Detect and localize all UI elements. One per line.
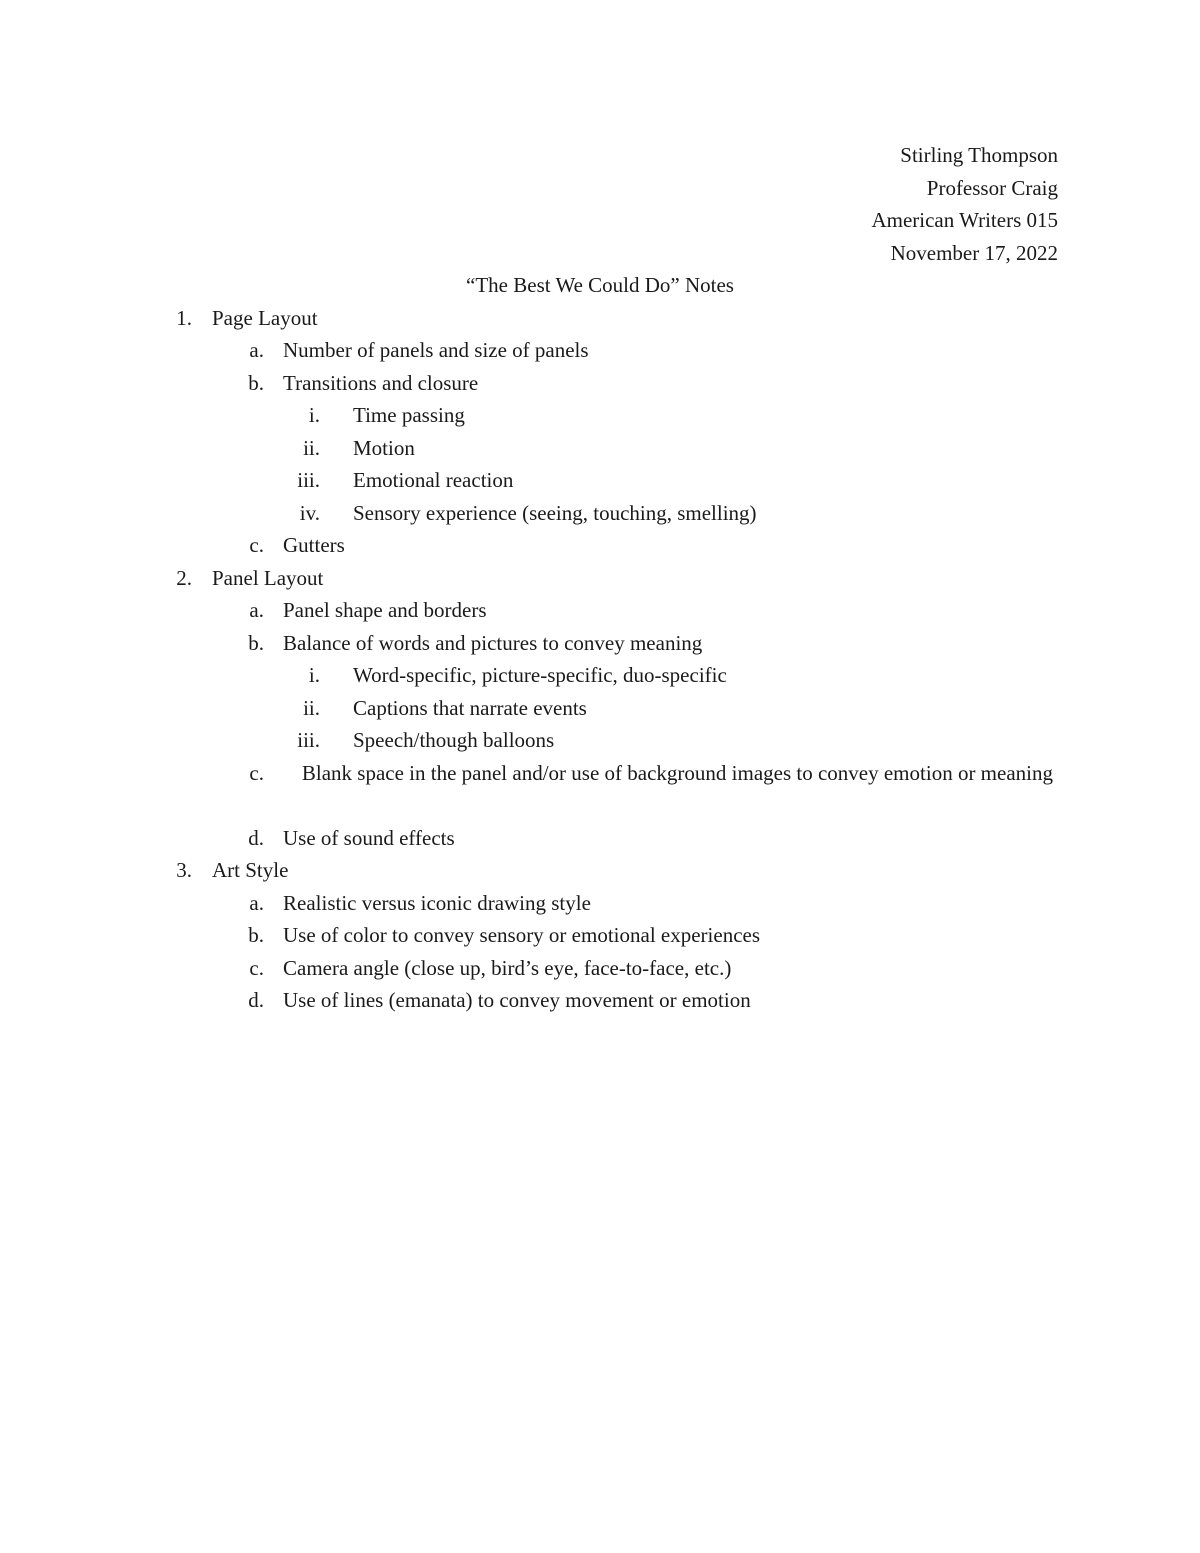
outline-marker: a. (249, 891, 264, 915)
outline-marker: a. (249, 338, 264, 362)
document-date: November 17, 2022 (890, 241, 1058, 265)
outline-text: Use of sound effects (283, 826, 455, 850)
outline-marker: b. (248, 631, 264, 655)
outline-text: Transitions and closure (283, 371, 479, 395)
outline-text: Panel shape and borders (283, 598, 487, 622)
outline-marker: b. (248, 923, 264, 947)
outline-marker: iv. (299, 501, 320, 525)
outline-text: Emotional reaction (353, 468, 514, 492)
outline-text: Camera angle (close up, bird’s eye, face-to-face, etc.) (283, 956, 732, 980)
outline-marker: 2. (176, 566, 192, 590)
outline-text: Word-specific, picture-specific, duo-specific (353, 663, 727, 687)
outline-text: Page Layout (212, 306, 318, 330)
outline-text: Use of lines (emanata) to convey movement or emotion (283, 988, 751, 1012)
outline-marker: ii. (303, 696, 320, 720)
outline-marker: 3. (176, 858, 192, 882)
outline-marker: c. (249, 956, 264, 980)
outline-text: Number of panels and size of panels (283, 338, 589, 362)
student-name: Stirling Thompson (900, 143, 1058, 167)
outline-marker: d. (248, 826, 264, 850)
outline-text: Captions that narrate events (353, 696, 587, 720)
outline-text: Panel Layout (212, 566, 324, 590)
outline-text: Balance of words and pictures to convey meaning (283, 631, 703, 655)
outline-marker: ii. (303, 436, 320, 460)
course-name: American Writers 015 (871, 208, 1058, 232)
outline-marker: a. (249, 598, 264, 622)
outline-text: Use of color to convey sensory or emotional experiences (283, 923, 761, 947)
outline-marker: 1. (176, 306, 192, 330)
outline-marker: c. (249, 533, 264, 557)
outline-text: Sensory experience (seeing, touching, smelling) (353, 501, 757, 525)
outline-marker: d. (248, 988, 264, 1012)
outline-text: Motion (353, 436, 415, 460)
outline-text: Blank space in the panel and/or use of background images to convey emotion or meaning (301, 761, 1053, 785)
outline-marker: i. (308, 403, 320, 427)
outline-text: Art Style (212, 858, 289, 882)
document-title: “The Best We Could Do” Notes (466, 273, 734, 297)
outline-marker: iii. (297, 728, 320, 752)
outline-text: Realistic versus iconic drawing style (283, 891, 591, 915)
outline-marker: iii. (297, 468, 320, 492)
outline-text: Gutters (283, 533, 345, 557)
outline-marker: c. (249, 761, 264, 785)
professor-name: Professor Craig (926, 176, 1058, 200)
outline-marker: b. (248, 371, 264, 395)
outline-text: Speech/though balloons (353, 728, 555, 752)
outline-marker: i. (308, 663, 320, 687)
outline-subitem (0, 761, 1200, 817)
outline-text: Time passing (353, 403, 465, 427)
